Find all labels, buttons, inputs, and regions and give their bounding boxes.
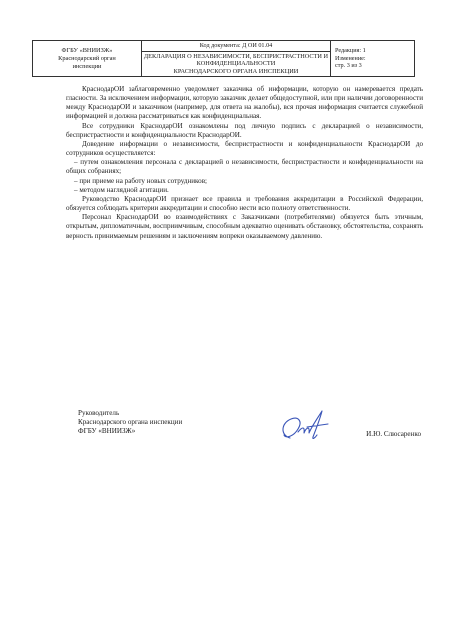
paragraph-accreditation: Руководство КраснодарОИ признает все правила и требования аккредитации в Российской Федерации, обязуется соблюдать критерии аккредитации и способно нести всю полноту ответственности.	[66, 194, 423, 213]
header-organization-cell	[33, 41, 142, 76]
list-item-visual-agitation: – методом наглядной агитации.	[74, 185, 169, 194]
document-code: Код документа: Д ОИ 01.04	[142, 41, 330, 52]
paragraph-communication: Доведение информации о независимости, беспристрастности и конфиденциальности КраснодарОИ до сотрудников осуществляется:	[66, 139, 423, 158]
signatory-role-line1: Руководитель	[78, 409, 120, 417]
document-title	[142, 52, 330, 76]
document-title-line3: КРАСНОДАРСКОГО ОРГАНА ИНСПЕКЦИИ	[173, 67, 299, 75]
document-title-line1: ДЕКЛАРАЦИЯ О НЕЗАВИСИМОСТИ, БЕСПРИСТРАСТНОСТИ И	[143, 52, 329, 60]
paragraph-personnel-conduct: Персонал КраснодарОИ во взаимодействиях с Заказчиками (потребителями) обязуется быть этичным, открытым, дипломатичным, восприимчивым, способным адекватно оценивать обстановку, обстоятельства, сохранять верность принимаемым решениям и заключениям вопреки оказываемому давлению.	[66, 213, 423, 240]
page-number: стр. 3 из 3	[335, 62, 362, 70]
signatory-role-line2: Краснодарского органа инспекции	[78, 418, 183, 427]
list-item-new-staff: – при приеме на работу новых сотрудников;	[74, 176, 208, 185]
list-item-meetings: – путем ознакомления персонала с декларацией о независимости, беспристрастности и конфиденциальности на общих собраниях;	[66, 158, 423, 176]
paragraph-staff-acquainted: Все сотрудники КраснодарОИ ознакомлены под личную подпись с декларацией о независимости, беспристрастности и конфиденциальности КраснодарОИ.	[66, 121, 423, 139]
signatory-role-line3: ФГБУ «ВНИИЗЖ»	[78, 427, 136, 436]
handwritten-signature	[276, 405, 336, 447]
header-title-cell	[142, 41, 331, 76]
signatory-name: И.Ю. Слюсаренко	[366, 430, 421, 438]
org-name: ФГБУ «ВНИИЗЖ»	[61, 46, 113, 54]
document-header-table	[32, 40, 415, 77]
change-label: Изменение:	[335, 54, 366, 62]
org-subunit-line2: инспекции	[72, 62, 102, 70]
paragraph-disclosure: КраснодарОИ заблаговременно уведомляет заказчика об информации, которую он намеревается предать гласности. За исключением информации, которую заказчик делает общедоступной, или при наличии договоренности между КраснодарОИ и заказчиком (например, для ответа на жалобы), вся прочая информация считается служебной информацией и должна рассматриваться как конфиденциальная.	[66, 85, 423, 121]
signatory-role	[78, 409, 182, 437]
document-title-line2: КОНФИДЕНЦИАЛЬНОСТИ	[196, 60, 276, 68]
header-revision-cell	[331, 41, 414, 76]
signature-block	[66, 405, 423, 445]
org-subunit-line1: Краснодарский орган	[58, 54, 116, 62]
document-body	[66, 85, 423, 241]
edition-label: Редакция: 1	[335, 47, 366, 55]
